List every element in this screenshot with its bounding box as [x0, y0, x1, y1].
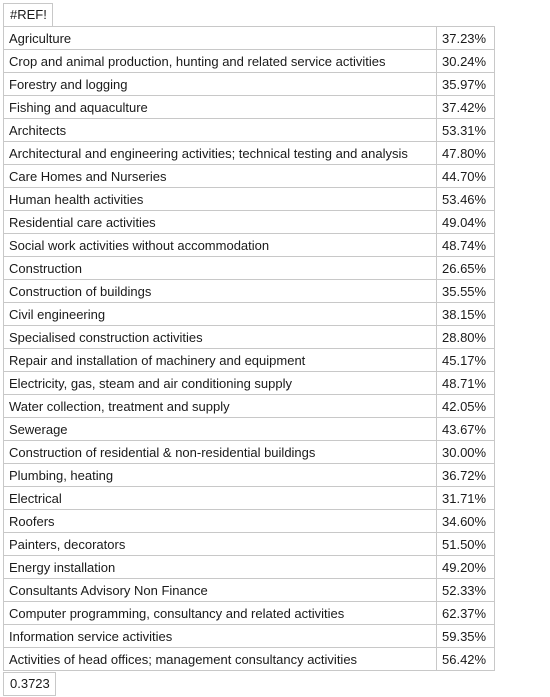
sector-label-cell[interactable]: Electricity, gas, steam and air conditioning supply [4, 372, 437, 395]
sector-value-cell[interactable]: 48.74% [437, 234, 495, 257]
sector-value-cell[interactable]: 37.23% [437, 27, 495, 50]
sector-value-cell[interactable]: 43.67% [437, 418, 495, 441]
table-row[interactable] [4, 625, 495, 648]
sector-label-cell[interactable]: Repair and installation of machinery and equipment [4, 349, 437, 372]
sector-value-cell[interactable]: 62.37% [437, 602, 495, 625]
sector-label-cell[interactable]: Forestry and logging [4, 73, 437, 96]
sector-label-cell[interactable]: Electrical [4, 487, 437, 510]
sector-label-cell[interactable]: Residential care activities [4, 211, 437, 234]
sector-value-cell[interactable]: 42.05% [437, 395, 495, 418]
sector-label-cell[interactable]: Painters, decorators [4, 533, 437, 556]
sector-value-cell[interactable]: 49.20% [437, 556, 495, 579]
table-row[interactable] [4, 303, 495, 326]
sector-value-cell[interactable]: 35.97% [437, 73, 495, 96]
sector-value-cell[interactable]: 48.71% [437, 372, 495, 395]
table-row[interactable] [4, 602, 495, 625]
sector-label-cell[interactable]: Crop and animal production, hunting and related service activities [4, 50, 437, 73]
table-row[interactable] [4, 188, 495, 211]
sector-value-cell[interactable]: 31.71% [437, 487, 495, 510]
sector-value-cell[interactable]: 59.35% [437, 625, 495, 648]
sector-label-cell[interactable]: Computer programming, consultancy and related activities [4, 602, 437, 625]
sector-value-cell[interactable]: 28.80% [437, 326, 495, 349]
table-row[interactable] [4, 487, 495, 510]
sector-value-cell[interactable]: 36.72% [437, 464, 495, 487]
table-row[interactable] [4, 533, 495, 556]
sector-label-cell[interactable]: Social work activities without accommodation [4, 234, 437, 257]
sector-label-cell[interactable]: Construction of buildings [4, 280, 437, 303]
result-value-cell[interactable]: 0.3723 [3, 672, 56, 696]
table-row[interactable] [4, 441, 495, 464]
table-row[interactable] [4, 142, 495, 165]
sector-label-cell[interactable]: Water collection, treatment and supply [4, 395, 437, 418]
sector-value-cell[interactable]: 26.65% [437, 257, 495, 280]
sector-table-body [4, 27, 495, 671]
sector-label-cell[interactable]: Construction [4, 257, 437, 280]
sector-value-cell[interactable]: 30.24% [437, 50, 495, 73]
sector-label-cell[interactable]: Care Homes and Nurseries [4, 165, 437, 188]
table-row[interactable] [4, 280, 495, 303]
table-row[interactable] [4, 27, 495, 50]
table-row[interactable] [4, 372, 495, 395]
table-row[interactable] [4, 50, 495, 73]
sector-value-cell[interactable]: 49.04% [437, 211, 495, 234]
sector-label-cell[interactable]: Architectural and engineering activities; technical testing and analysis [4, 142, 437, 165]
table-row[interactable] [4, 119, 495, 142]
sector-label-cell[interactable]: Fishing and aquaculture [4, 96, 437, 119]
table-row[interactable] [4, 211, 495, 234]
sector-label-cell[interactable]: Agriculture [4, 27, 437, 50]
table-row[interactable] [4, 395, 495, 418]
sector-value-cell[interactable]: 30.00% [437, 441, 495, 464]
table-row[interactable] [4, 579, 495, 602]
table-row[interactable] [4, 556, 495, 579]
sector-value-cell[interactable]: 45.17% [437, 349, 495, 372]
table-row[interactable] [4, 418, 495, 441]
sector-value-cell[interactable]: 38.15% [437, 303, 495, 326]
sector-value-cell[interactable]: 34.60% [437, 510, 495, 533]
table-row[interactable] [4, 648, 495, 671]
ref-error-cell[interactable]: #REF! [3, 3, 53, 27]
sector-label-cell[interactable]: Sewerage [4, 418, 437, 441]
sector-label-cell[interactable]: Architects [4, 119, 437, 142]
sector-label-cell[interactable]: Information service activities [4, 625, 437, 648]
sector-label-cell[interactable]: Energy installation [4, 556, 437, 579]
sector-label-cell[interactable]: Civil engineering [4, 303, 437, 326]
sector-table [3, 26, 495, 671]
table-row[interactable] [4, 349, 495, 372]
sector-value-cell[interactable]: 37.42% [437, 96, 495, 119]
sector-value-cell[interactable]: 52.33% [437, 579, 495, 602]
sector-label-cell[interactable]: Activities of head offices; management consultancy activities [4, 648, 437, 671]
sector-label-cell[interactable]: Specialised construction activities [4, 326, 437, 349]
sector-label-cell[interactable]: Human health activities [4, 188, 437, 211]
sector-label-cell[interactable]: Plumbing, heating [4, 464, 437, 487]
table-row[interactable] [4, 73, 495, 96]
sector-value-cell[interactable]: 56.42% [437, 648, 495, 671]
table-row[interactable] [4, 234, 495, 257]
sector-value-cell[interactable]: 47.80% [437, 142, 495, 165]
sector-value-cell[interactable]: 35.55% [437, 280, 495, 303]
sector-value-cell[interactable]: 44.70% [437, 165, 495, 188]
sector-label-cell[interactable]: Roofers [4, 510, 437, 533]
sector-label-cell[interactable]: Construction of residential & non-residential buildings [4, 441, 437, 464]
sector-value-cell[interactable]: 53.46% [437, 188, 495, 211]
sector-value-cell[interactable]: 53.31% [437, 119, 495, 142]
sector-value-cell[interactable]: 51.50% [437, 533, 495, 556]
table-row[interactable] [4, 326, 495, 349]
table-row[interactable] [4, 464, 495, 487]
table-row[interactable] [4, 510, 495, 533]
table-row[interactable] [4, 257, 495, 280]
table-row[interactable] [4, 96, 495, 119]
table-row[interactable] [4, 165, 495, 188]
sector-label-cell[interactable]: Consultants Advisory Non Finance [4, 579, 437, 602]
